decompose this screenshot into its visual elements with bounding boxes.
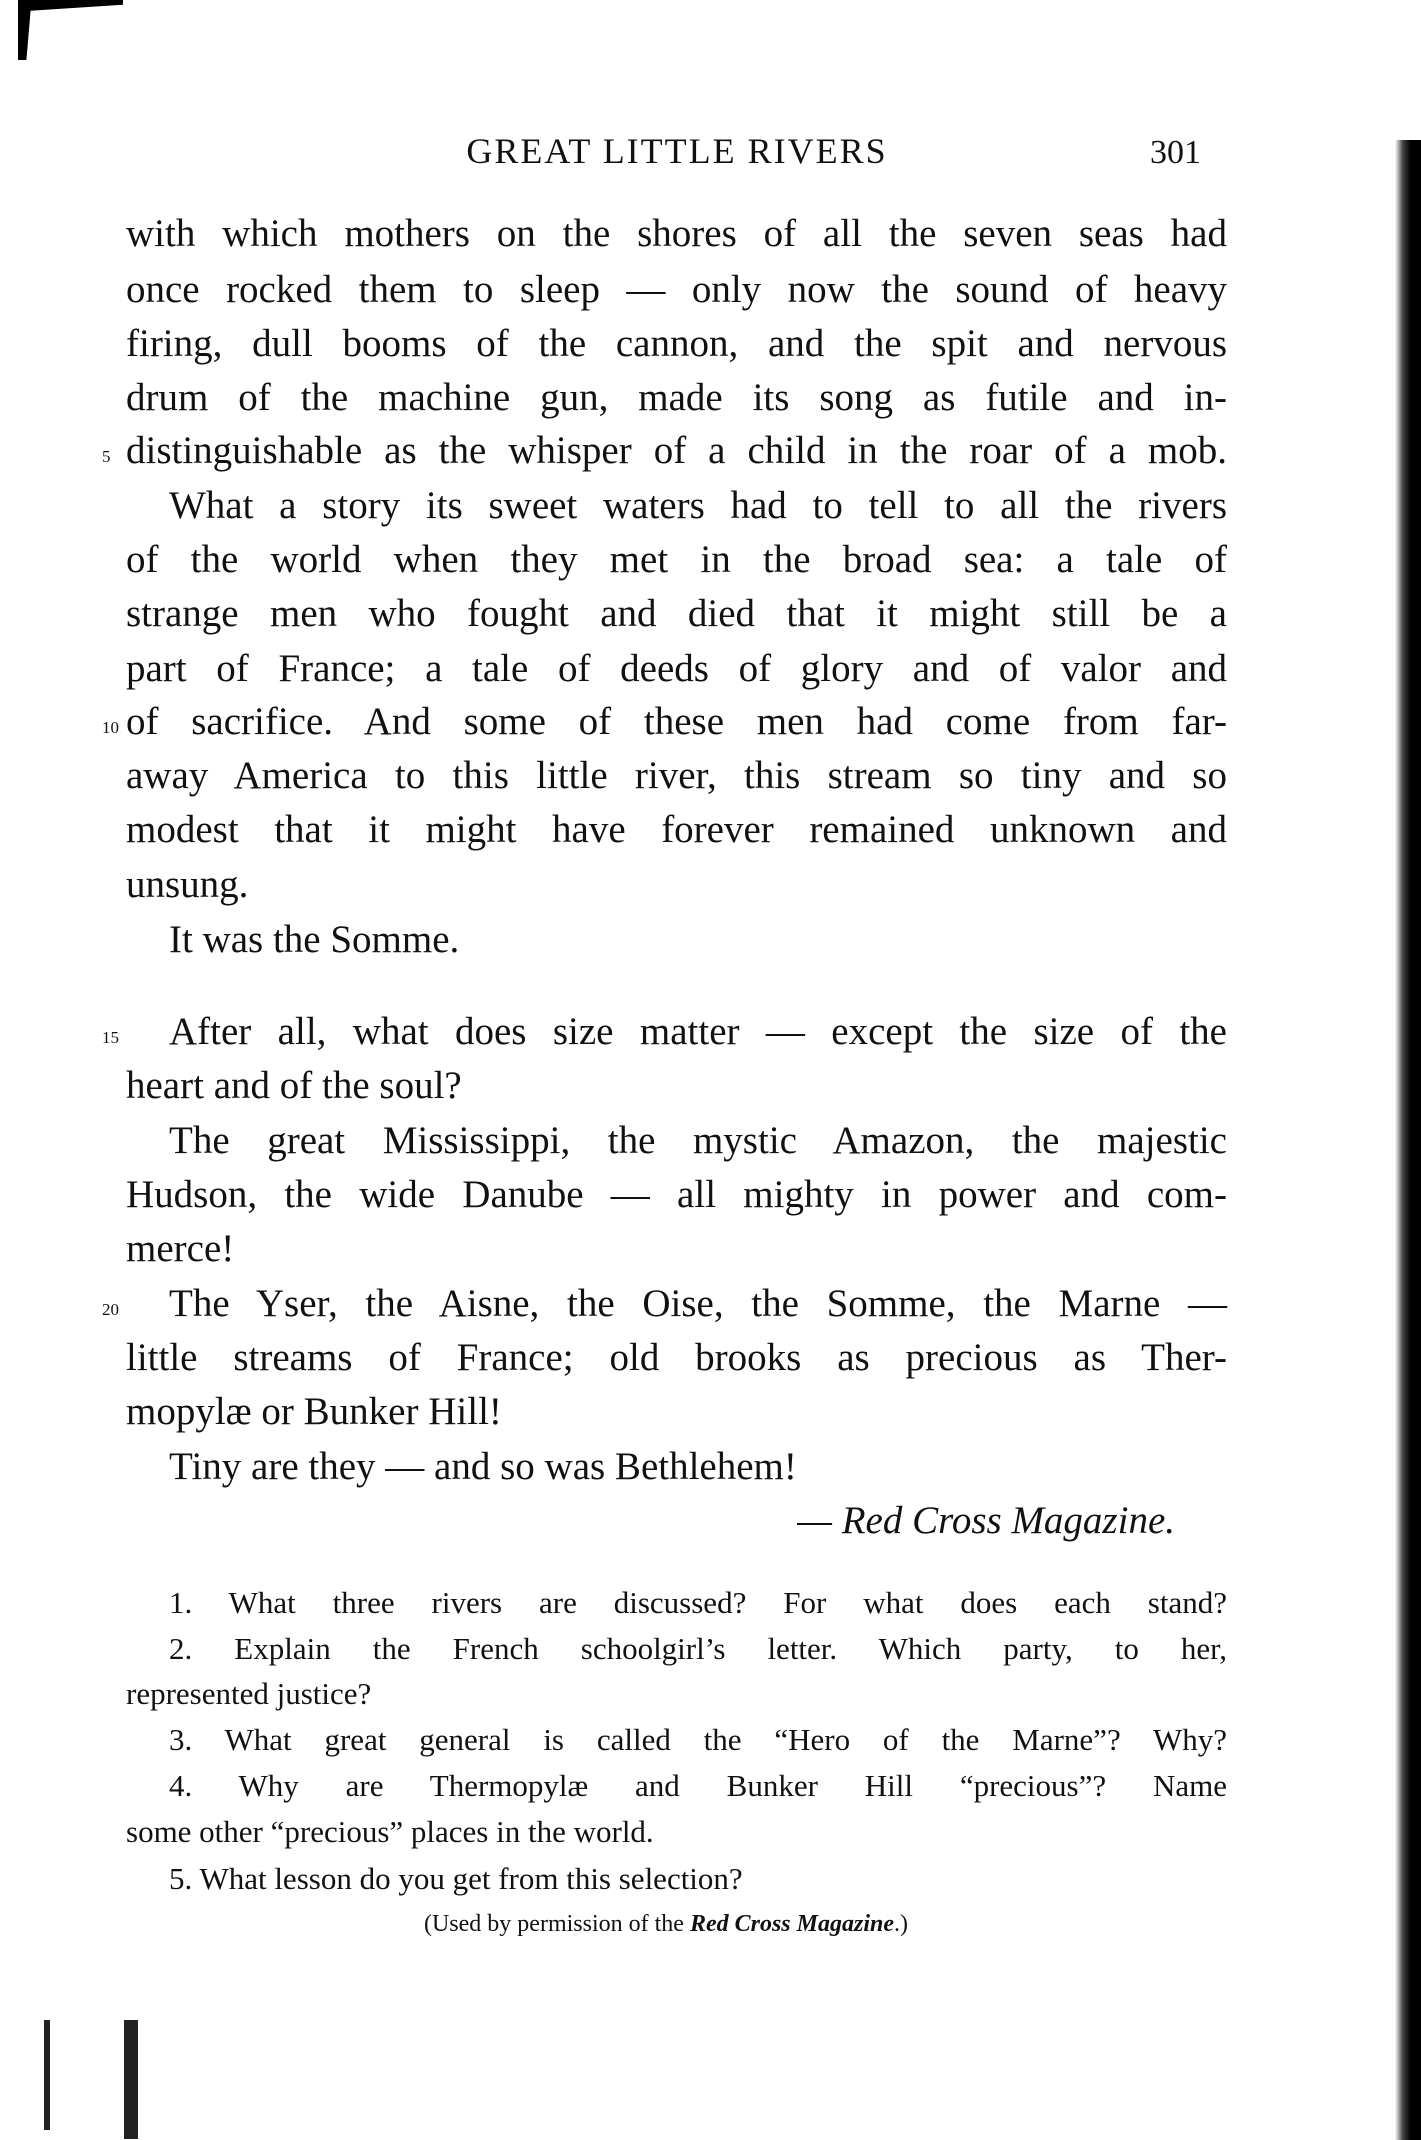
question-line: 2. Explain the French schoolgirl’s letter. Which party, to her, bbox=[169, 1631, 1227, 1666]
line-number: 10 bbox=[102, 718, 119, 737]
page-binding-edge bbox=[1395, 140, 1421, 2140]
question-line: 3. What great general is called the “Hero of the Marne”? Why? bbox=[169, 1722, 1227, 1757]
text-line: Tiny are they — and so was Bethlehem! bbox=[169, 1445, 797, 1488]
text-line: merce! bbox=[126, 1227, 235, 1270]
running-title: GREAT LITTLE RIVERS bbox=[466, 131, 888, 171]
text-line: mopylæ or Bunker Hill! bbox=[126, 1390, 502, 1433]
question-line: represented justice? bbox=[126, 1676, 372, 1711]
text-line: The great Mississippi, the mystic Amazon, the majestic bbox=[169, 1119, 1227, 1162]
text-line: unsung. bbox=[126, 863, 249, 906]
scan-artifact bbox=[44, 2020, 50, 2130]
text-line: It was the Somme. bbox=[169, 918, 460, 961]
question-line: 5. What lesson do you get from this selection? bbox=[169, 1861, 743, 1896]
question-line: 4. Why are Thermopylæ and Bunker Hill “precious”? Name bbox=[169, 1768, 1227, 1803]
page-number: 301 bbox=[1150, 134, 1201, 171]
text-line: firing, dull booms of the cannon, and the spit and nervous bbox=[126, 322, 1227, 365]
text-line: modest that it might have forever remained unknown and bbox=[126, 808, 1227, 851]
text-line: distinguishable as the whisper of a child in the roar of a mob. bbox=[126, 429, 1227, 472]
question-line: some other “precious” places in the world. bbox=[126, 1814, 654, 1849]
text-line: Hudson, the wide Danube — all mighty in power and com- bbox=[126, 1173, 1227, 1216]
text-line: away America to this little river, this stream so tiny and so bbox=[126, 754, 1227, 797]
line-number: 5 bbox=[102, 447, 111, 466]
text-line: The Yser, the Aisne, the Oise, the Somme, the Marne — bbox=[169, 1282, 1227, 1325]
permission-note: (Used by permission of the Red Cross Magazine.) bbox=[423, 1911, 908, 1937]
text-line: part of France; a tale of deeds of glory and of valor and bbox=[126, 647, 1227, 690]
text-line: heart and of the soul? bbox=[126, 1064, 462, 1107]
text-line: with which mothers on the shores of all the seven seas had bbox=[126, 212, 1227, 255]
line-number: 15 bbox=[102, 1028, 119, 1047]
line-number: 20 bbox=[102, 1300, 119, 1319]
scan-artifact bbox=[124, 2020, 138, 2139]
text-line: once rocked them to sleep — only now the sound of heavy bbox=[126, 268, 1227, 311]
text-line: After all, what does size matter — except the size of the bbox=[169, 1010, 1227, 1053]
text-line: little streams of France; old brooks as precious as Ther- bbox=[126, 1336, 1227, 1379]
text-line: drum of the machine gun, made its song as futile and in- bbox=[126, 376, 1227, 419]
question-line: 1. What three rivers are discussed? For what does each stand? bbox=[169, 1585, 1227, 1620]
text-line: of sacrifice. And some of these men had come from far- bbox=[126, 700, 1227, 743]
text-line: What a story its sweet waters had to tell to all the rivers bbox=[169, 484, 1227, 527]
scan-corner-mark bbox=[18, 0, 123, 60]
attribution: — Red Cross Magazine. bbox=[797, 1499, 1175, 1542]
text-line: strange men who fought and died that it might still be a bbox=[126, 592, 1227, 635]
text-line: of the world when they met in the broad sea: a tale of bbox=[126, 538, 1227, 581]
